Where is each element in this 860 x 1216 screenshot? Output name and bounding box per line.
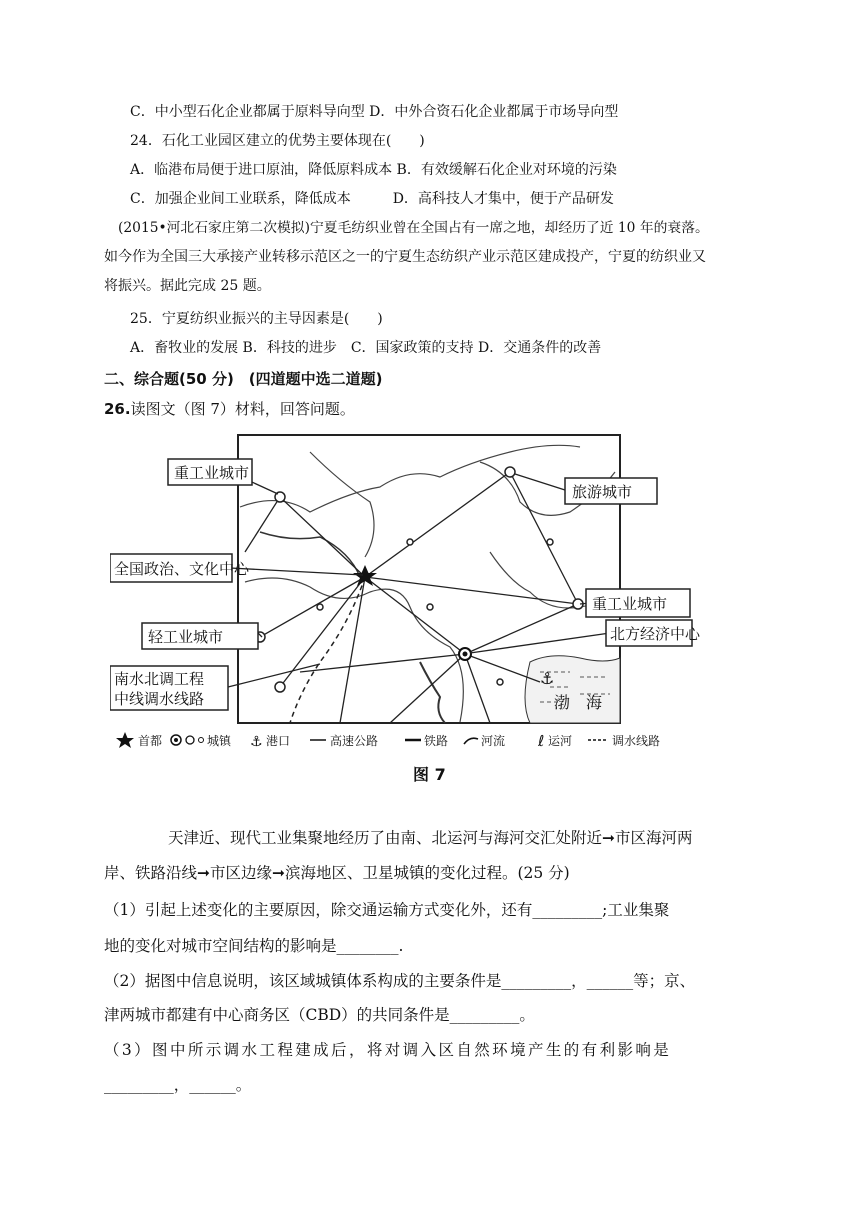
section-heading: 二、综合题(50 分) (四道题中选二道题)	[104, 370, 383, 388]
legend-river: 河流	[481, 734, 506, 748]
q25-options: A．畜牧业的发展 B．科技的进步 C．国家政策的支持 D．交通条件的改善	[130, 340, 602, 356]
q25-stem: 25．宁夏纺织业振兴的主导因素是( )	[130, 311, 383, 327]
q26-number: 26.	[104, 400, 131, 418]
sub-q2-line-1: （2）据图中信息说明，该区域城镇体系构成的主要条件是_________，______等；京、	[104, 972, 696, 990]
sub-q3-line-1: （3）图中所示调水工程建成后，将对调入区自然环境产生的有利影响是	[104, 1041, 672, 1059]
label-north-econ-center: 北方经济中心	[610, 625, 701, 643]
legend-capital: 首都	[138, 734, 163, 748]
map-figure	[110, 432, 780, 787]
sub-q1-line-1: （1）引起上述变化的主要原因，除交通运输方式变化外，还有_________;工业集聚	[104, 901, 670, 919]
passage2-line-2: 岸、铁路沿线➞市区边缘➞滨海地区、卫星城镇的变化过程。(25 分)	[104, 864, 570, 882]
legend-diversion: 调水线路	[612, 734, 661, 748]
legend-anchor-icon: ⚓	[250, 734, 263, 750]
q23-option-cd: C．中小型石化企业都属于原料导向型 D．中外合资石化企业都属于市场导向型	[130, 104, 619, 120]
q24-option-ab: A．临港布局便于进口原油，降低原料成本 B．有效缓解石化企业对环境的污染	[130, 162, 617, 178]
label-water-route-line2: 中线调水线路	[114, 690, 205, 708]
label-water-route-line1: 南水北调工程	[114, 670, 205, 688]
figure-caption: 图 7	[413, 765, 446, 784]
q24-option-cd: C．加强企业间工业联系，降低成本 D．高科技人才集中，便于产品研发	[130, 191, 614, 207]
label-heavy-city-nw: 重工业城市	[174, 464, 250, 482]
legend-river-icon	[464, 738, 478, 744]
label-light-city: 轻工业城市	[148, 628, 224, 646]
legend-town: 城镇	[207, 734, 232, 748]
legend-canal-icon: ℓ	[538, 732, 545, 750]
legend-city-icon	[171, 735, 204, 745]
passage2-line-1: 天津近、现代工业集聚地经历了由南、北运河与海河交汇处附近➞市区海河两	[168, 829, 693, 847]
passage-line-2: 如今作为全国三大承接产业转移示范区之一的宁夏生态纺织产业示范区建成投产，宁夏的纺织业又	[104, 249, 706, 265]
legend-star-icon	[116, 732, 134, 748]
q24-stem: 24．石化工业园区建立的优势主要体现在( )	[130, 133, 425, 149]
legend-railway: 铁路	[424, 734, 449, 748]
label-heavy-city-e: 重工业城市	[592, 595, 668, 613]
bohai-sea	[525, 656, 620, 723]
label-sea: 渤 海	[554, 693, 603, 712]
legend-canal: 运河	[548, 734, 573, 748]
q26-stem	[104, 399, 355, 419]
label-tourism-city: 旅游城市	[572, 483, 633, 501]
label-capital-center: 全国政治、文化中心	[114, 560, 250, 578]
q26-text: 读图文（图 7）材料，回答问题。	[130, 400, 355, 418]
passage-line-3: 将振兴。据此完成 25 题。	[104, 278, 271, 294]
legend-highway: 高速公路	[330, 734, 379, 748]
sub-q1-line-2: 地的变化对城市空间结构的影响是________.	[104, 937, 404, 955]
passage-line-1: (2015•河北石家庄第二次模拟)宁夏毛纺织业曾在全国占有一席之地，却经历了近 10 年的衰落。	[118, 220, 709, 236]
sub-q2-line-2: 津两城市都建有中心商务区（CBD）的共同条件是_________。	[104, 1006, 535, 1024]
legend-port: 港口	[266, 734, 291, 748]
port-anchor-icon: ⚓	[540, 669, 555, 688]
map-legend	[116, 732, 660, 750]
sub-q3-line-2: _________，______。	[104, 1076, 252, 1094]
